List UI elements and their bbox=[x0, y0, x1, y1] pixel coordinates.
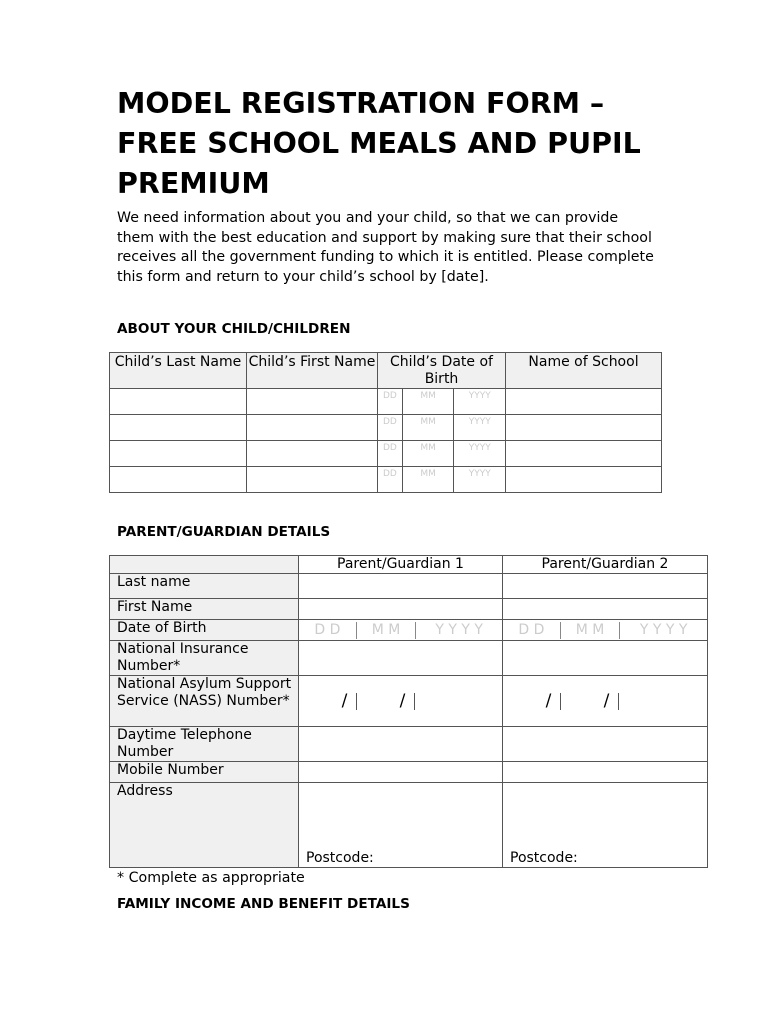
child-last-name-field[interactable] bbox=[110, 389, 247, 415]
dob-dd: DD bbox=[378, 441, 403, 466]
dob-mm: M M bbox=[561, 622, 621, 639]
header-last-name: Child’s Last Name bbox=[110, 353, 247, 389]
dob-dd: DD bbox=[378, 467, 403, 492]
child-last-name-field[interactable] bbox=[110, 467, 247, 493]
p2-ni-field[interactable] bbox=[503, 641, 708, 676]
dob-dd: DD bbox=[378, 415, 403, 440]
page-title: MODEL REGISTRATION FORM – FREE SCHOOL MEALS AND PUPIL PREMIUM bbox=[117, 87, 641, 200]
header-parent-1: Parent/Guardian 1 bbox=[299, 556, 503, 574]
dob-yyyy: Y Y Y Y bbox=[435, 621, 483, 638]
label-ni-number: National Insurance Number* bbox=[110, 641, 299, 676]
label-dob: Date of Birth bbox=[110, 620, 299, 641]
intro-text: We need information about you and your child, so that we can provide them with the best education and support by making sure that their school receives all the government funding to which it is entitled. Please complete this form and return to your child’s school by [date]. bbox=[117, 210, 654, 286]
p1-address-field[interactable] bbox=[299, 783, 503, 868]
dob-yyyy: YYYY bbox=[468, 443, 491, 453]
dob-yyyy: YYYY bbox=[468, 417, 491, 427]
section-income-heading: FAMILY INCOME AND BENEFIT DETAILS bbox=[117, 896, 410, 912]
dob-mm: M M bbox=[357, 622, 417, 639]
child-row bbox=[110, 441, 662, 467]
dob-dd: D D bbox=[503, 622, 561, 639]
child-school-field[interactable] bbox=[506, 467, 662, 493]
child-row bbox=[110, 467, 662, 493]
child-last-name-field[interactable] bbox=[110, 415, 247, 441]
child-first-name-field[interactable] bbox=[247, 467, 378, 493]
parent-table-header bbox=[110, 556, 708, 574]
p2-dob-field[interactable] bbox=[503, 620, 708, 641]
child-dob-field[interactable] bbox=[378, 389, 506, 415]
label-first-name: First Name bbox=[110, 599, 299, 620]
p2-first-name-field[interactable] bbox=[503, 599, 708, 620]
postcode-label: Postcode: bbox=[510, 850, 578, 866]
dob-yyyy: YYYY bbox=[468, 391, 491, 401]
slash: / bbox=[595, 693, 619, 710]
p1-last-name-field[interactable] bbox=[299, 574, 503, 599]
child-row bbox=[110, 389, 662, 415]
child-dob-field[interactable] bbox=[378, 415, 506, 441]
label-daytime-phone: Daytime Telephone Number bbox=[110, 727, 299, 762]
child-first-name-field[interactable] bbox=[247, 415, 378, 441]
header-dob: Child’s Date of Birth bbox=[378, 353, 506, 389]
label-address: Address bbox=[110, 783, 299, 868]
dob-mm: MM bbox=[403, 415, 455, 440]
child-school-field[interactable] bbox=[506, 415, 662, 441]
dob-mm: MM bbox=[403, 389, 455, 414]
child-table-header bbox=[110, 353, 662, 389]
p2-address-field[interactable] bbox=[503, 783, 708, 868]
p2-nass-field[interactable] bbox=[503, 676, 708, 727]
label-nass-number: National Asylum Support Service (NASS) Number* bbox=[110, 676, 299, 727]
header-school: Name of School bbox=[506, 353, 662, 389]
p1-mobile-field[interactable] bbox=[299, 762, 503, 783]
section-child-heading: ABOUT YOUR CHILD/CHILDREN bbox=[117, 321, 351, 337]
dob-yyyy: Y Y Y Y bbox=[639, 621, 688, 638]
p1-ni-field[interactable] bbox=[299, 641, 503, 676]
child-details-table bbox=[109, 352, 662, 493]
dob-dd: DD bbox=[378, 389, 403, 414]
child-last-name-field[interactable] bbox=[110, 441, 247, 467]
child-dob-field[interactable] bbox=[378, 441, 506, 467]
slash: / bbox=[537, 693, 561, 710]
footnote: * Complete as appropriate bbox=[117, 870, 305, 886]
parent-details-table bbox=[109, 555, 708, 868]
p1-daytime-phone-field[interactable] bbox=[299, 727, 503, 762]
p2-daytime-phone-field[interactable] bbox=[503, 727, 708, 762]
postcode-label: Postcode: bbox=[306, 850, 374, 866]
child-dob-field[interactable] bbox=[378, 467, 506, 493]
child-first-name-field[interactable] bbox=[247, 389, 378, 415]
slash: / bbox=[333, 693, 357, 710]
p1-nass-field[interactable] bbox=[299, 676, 503, 727]
dob-dd: D D bbox=[299, 622, 357, 639]
child-row bbox=[110, 415, 662, 441]
label-mobile: Mobile Number bbox=[110, 762, 299, 783]
p2-mobile-field[interactable] bbox=[503, 762, 708, 783]
dob-mm: MM bbox=[403, 467, 455, 492]
dob-yyyy: YYYY bbox=[468, 469, 491, 479]
p1-dob-field[interactable] bbox=[299, 620, 503, 641]
header-parent-2: Parent/Guardian 2 bbox=[503, 556, 708, 574]
p1-first-name-field[interactable] bbox=[299, 599, 503, 620]
label-last-name: Last name bbox=[110, 574, 299, 599]
p2-last-name-field[interactable] bbox=[503, 574, 708, 599]
slash: / bbox=[391, 693, 415, 710]
child-first-name-field[interactable] bbox=[247, 441, 378, 467]
child-school-field[interactable] bbox=[506, 389, 662, 415]
header-first-name: Child’s First Name bbox=[247, 353, 378, 389]
dob-mm: MM bbox=[403, 441, 455, 466]
child-school-field[interactable] bbox=[506, 441, 662, 467]
section-parent-heading: PARENT/GUARDIAN DETAILS bbox=[117, 524, 331, 540]
